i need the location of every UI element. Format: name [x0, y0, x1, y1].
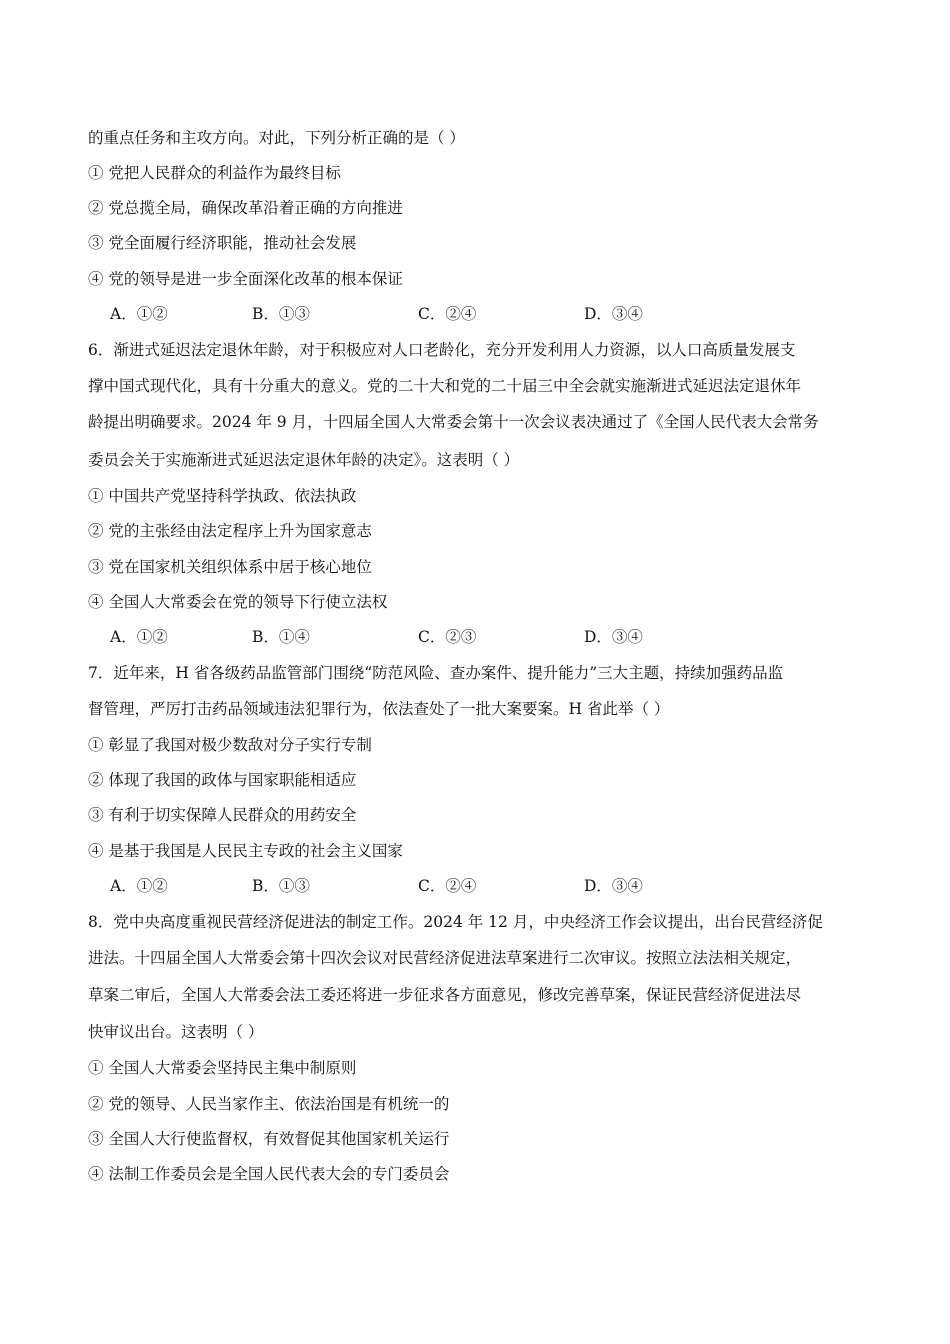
- q7-option-c[interactable]: C．②④: [418, 877, 477, 895]
- q6-statement-4: ④ 全国人大常委会在党的领导下行使立法权: [88, 593, 388, 611]
- q8-stem-line-1: 8．党中央高度重视民营经济促进法的制定工作。2024 年 12 月，中央经济工作会议提出，出台民营经济促: [88, 913, 823, 931]
- q8-statement-3: ③ 全国人大行使监督权，有效督促其他国家机关运行: [88, 1130, 450, 1148]
- q6-option-d[interactable]: D．③④: [584, 628, 643, 646]
- q7-stem-line-2: 督管理，严厉打击药品领域违法犯罪行为，依法查处了一批大案要案。H 省此举（ ）: [88, 700, 670, 718]
- q5-options: [110, 303, 810, 325]
- q7-statement-3: ③ 有利于切实保障人民群众的用药安全: [88, 806, 357, 824]
- q7-option-b[interactable]: B．①③: [252, 877, 310, 895]
- q7-option-a[interactable]: A．①②: [110, 877, 168, 895]
- q6-option-b[interactable]: B．①④: [252, 628, 310, 646]
- q8-statement-1: ① 全国人大常委会坚持民主集中制原则: [88, 1059, 357, 1077]
- q6-statement-1: ① 中国共产党坚持科学执政、依法执政: [88, 487, 357, 505]
- q5-statement-3: ③ 党全面履行经济职能，推动社会发展: [88, 234, 357, 252]
- q8-statement-4: ④ 法制工作委员会是全国人民代表大会的专门委员会: [88, 1165, 450, 1183]
- q7-statement-1: ① 彰显了我国对极少数敌对分子实行专制: [88, 736, 372, 754]
- q5-option-c[interactable]: C．②④: [418, 305, 477, 323]
- q6-statement-3: ③ 党在国家机关组织体系中居于核心地位: [88, 558, 372, 576]
- q7-statement-4: ④ 是基于我国是人民民主专政的社会主义国家: [88, 842, 403, 860]
- q5-option-b[interactable]: B．①③: [252, 305, 310, 323]
- q5-stem-tail: 的重点任务和主攻方向。对此，下列分析正确的是（ ）: [88, 129, 465, 147]
- q8-stem-line-2: 进法。十四届全国人大常委会第十四次会议对民营经济促进法草案进行二次审议。按照立法法相关规定，: [88, 949, 802, 967]
- q6-stem-line-2: 撑中国式现代化，具有十分重大的意义。党的二十大和党的二十届三中全会就实施渐进式延迟法定退休年: [88, 377, 802, 395]
- q7-statement-2: ② 体现了我国的政体与国家职能相适应: [88, 771, 357, 789]
- q6-statement-2: ② 党的主张经由法定程序上升为国家意志: [88, 522, 372, 540]
- q6-options: [110, 626, 810, 648]
- q6-stem-line-3: 龄提出明确要求。2024 年 9 月，十四届全国人大常委会第十一次会议表决通过了《全国人民代表大会常务: [88, 413, 819, 431]
- q6-option-a[interactable]: A．①②: [110, 628, 168, 646]
- q5-statement-4: ④ 党的领导是进一步全面深化改革的根本保证: [88, 270, 403, 288]
- q8-stem-line-3: 草案二审后，全国人大常委会法工委还将进一步征求各方面意见，修改完善草案，保证民营经济促进法尽: [88, 986, 802, 1004]
- q7-option-d[interactable]: D．③④: [584, 877, 643, 895]
- q8-statement-2: ② 党的领导、人民当家作主、依法治国是有机统一的: [88, 1095, 450, 1113]
- q5-option-a[interactable]: A．①②: [110, 305, 168, 323]
- q7-stem-line-1: 7．近年来，H 省各级药品监管部门围绕“防范风险、查办案件、提升能力”三大主题，持续加强药品监: [88, 664, 784, 682]
- q6-stem-line-1: 6．渐进式延迟法定退休年龄，对于积极应对人口老龄化，充分开发利用人力资源，以人口高质量发展支: [88, 341, 796, 359]
- q5-statement-2: ② 党总揽全局，确保改革沿着正确的方向推进: [88, 199, 403, 217]
- q8-stem-line-4: 快审议出台。这表明（ ）: [88, 1023, 264, 1041]
- q6-option-c[interactable]: C．②③: [418, 628, 477, 646]
- q6-stem-line-4: 委员会关于实施渐进式延迟法定退休年龄的决定》。这表明（ ）: [88, 451, 520, 469]
- q7-options: [110, 875, 810, 897]
- q5-option-d[interactable]: D．③④: [584, 305, 643, 323]
- q5-statement-1: ① 党把人民群众的利益作为最终目标: [88, 164, 341, 182]
